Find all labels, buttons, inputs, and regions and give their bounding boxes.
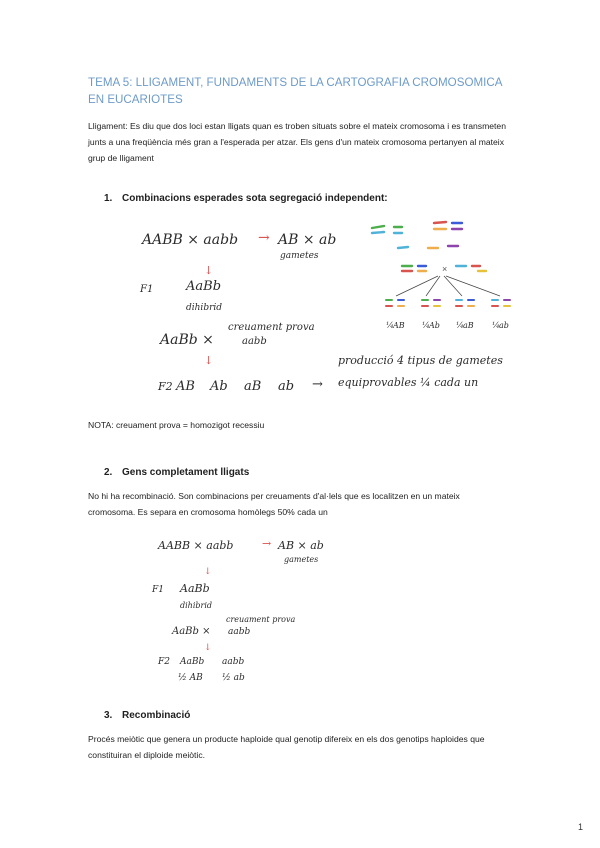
sketch1-testcross: AaBb × xyxy=(160,332,214,348)
section-3-paragraph: Procés meiòtic que genera un producte haploide qual genotip difereix en els dos genotips haploides que constituiran el diploide meiòtic. xyxy=(88,734,485,760)
gamete-fraction-4: ¼ xyxy=(492,321,500,330)
sketch1-result-line1: producció 4 tipus de gametes xyxy=(338,354,503,367)
sketch2-f1-label: F1 xyxy=(152,585,164,595)
sketch2-f1-genotype: AaBb xyxy=(180,582,210,595)
sketch1-f2-ab4: ab xyxy=(278,379,295,394)
sketch1-f2-label: F2 xyxy=(158,380,173,393)
sketch2-gametes: AB × ab xyxy=(278,539,324,552)
section-1-title: Combinacions esperades sota segregació independent: xyxy=(122,193,388,204)
gamete-label-1: AB xyxy=(393,321,405,330)
note-testcross: NOTA: creuament prova = homozigot recessiu xyxy=(88,420,265,430)
gamete-label-4: ab xyxy=(499,321,509,330)
sketch2-gametes-label: gametes xyxy=(284,555,319,564)
sketch1-f2-ab2: Ab xyxy=(210,379,228,394)
page-title: TEMA 5: LLIGAMENT, FUNDAMENTS DE LA CARTOGRAFIA CROMOSOMICA EN EUCARIOTES xyxy=(88,76,502,106)
gamete-fraction-2: ¼ xyxy=(422,321,430,330)
sketch2-down-arrow-1: ↓ xyxy=(204,567,212,577)
sketch2-f1-desc: dihibrid xyxy=(180,601,213,610)
sketch2-cross: AABB × aabb xyxy=(158,539,234,552)
section-2-paragraph: No hi ha recombinació. Son combinacions per creuaments d'al·lels que es localitzen en un mateix cromosoma. Es separa en cromosoma homòlegs 50% cada un xyxy=(88,491,460,517)
sketch1-result-line2: equiprovables ¼ cada un xyxy=(338,376,479,389)
section-1-number: 1. xyxy=(104,193,113,204)
sketch1-gametes: AB × ab xyxy=(278,232,337,248)
sketch2-down-arrow-2: ↓ xyxy=(204,643,212,653)
sketch1-f2-ab3: aB xyxy=(244,379,262,394)
sketch1-testcross-label: creuament prova xyxy=(228,322,315,333)
sketch2-f2-genotype-2: aabb xyxy=(222,657,245,667)
sketch2-f2-label: F2 xyxy=(158,657,170,667)
sketch2-f2-fraction-1: ½ AB xyxy=(178,673,203,683)
sketch2-testcross: AaBb × xyxy=(172,626,211,637)
sketch2-testcross-parent: aabb xyxy=(228,627,251,637)
gamete-fraction-3: ¼ xyxy=(456,321,464,330)
sketch1-gametes-label: gametes xyxy=(280,251,319,261)
sketch1-f2-arrow: → xyxy=(312,377,323,392)
sketch1-f1-genotype: AaBb xyxy=(186,279,222,294)
sketch1-arrow: → xyxy=(258,230,270,246)
sketch2-f2-genotype-1: AaBb xyxy=(180,657,205,667)
sketch2-f2-fraction-2: ½ ab xyxy=(222,673,245,683)
gamete-label-3: aB xyxy=(463,321,474,330)
sketch1-cross: AABB × aabb xyxy=(142,232,239,248)
sketch1-down-arrow-2: ↓ xyxy=(204,354,214,367)
section-2-title: Gens completament lligats xyxy=(122,467,250,478)
gamete-label-2: Ab xyxy=(429,321,440,330)
gamete-fraction-1: ¼ xyxy=(386,321,394,330)
sketch1-testcross-parent: aabb xyxy=(242,336,267,347)
sketch2-arrow: → xyxy=(262,537,272,550)
chromosome-cross-sign: × xyxy=(442,264,448,274)
sketch1-f2-ab1: AB xyxy=(176,379,195,394)
sketch2-testcross-label: creuament prova xyxy=(226,615,296,624)
sketch1-down-arrow-1: ↓ xyxy=(204,264,214,277)
section-3-heading xyxy=(104,710,190,721)
section-3-number: 3. xyxy=(104,710,113,721)
section-3-title: Recombinació xyxy=(122,710,191,721)
section-2-number: 2. xyxy=(104,467,113,478)
sketch1-f1-label: F1 xyxy=(140,284,154,295)
sketch1-f1-desc: dihibrid xyxy=(186,303,223,313)
page-number: 1 xyxy=(578,822,584,832)
intro-paragraph: Lligament: Es diu que dos loci estan lligats quan es troben situats sobre el mateix cromosoma i es transmeten junts a una freqüència més gran a l'esperada per atzar. Els gens d'un mateix cromosoma pertanyen al mateix grup de lligament xyxy=(88,121,506,163)
